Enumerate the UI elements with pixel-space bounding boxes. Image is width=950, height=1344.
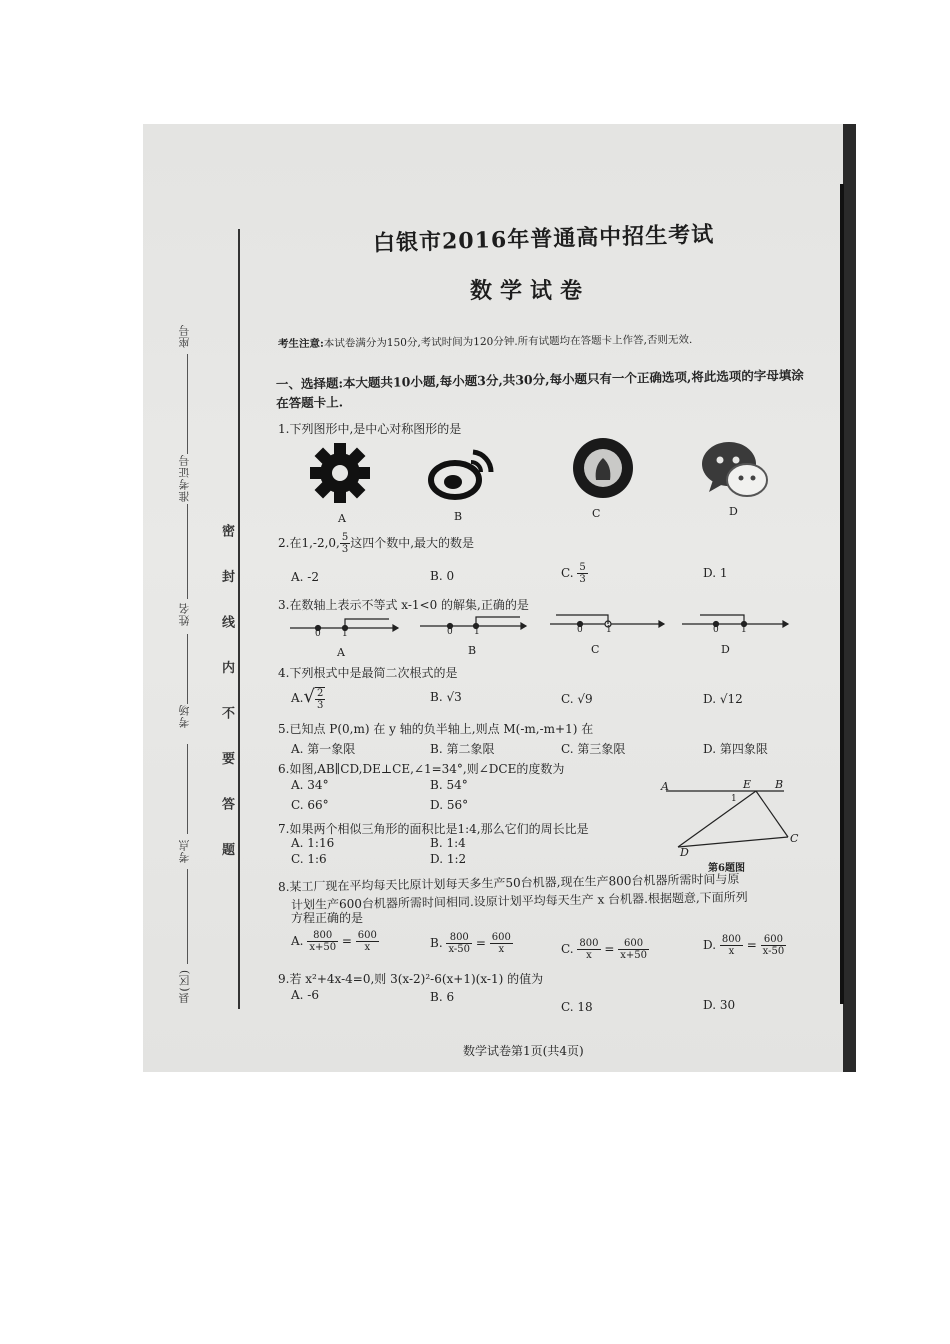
q8-d-rhs-den: x-50 (762, 946, 785, 957)
q8-b-lhs-den: x-50 (448, 944, 471, 955)
q1-stem: 1.下列图形中,是中心对称图形的是 (278, 422, 462, 436)
q8-stem-2: 计划生产600台机器所需时间相同.设原计划平均每天生产 x 台机器.根据题意,下面所列 (290, 890, 748, 912)
q3-c-tick0: 0 (577, 625, 583, 635)
q8-c-letter: C. (561, 942, 574, 956)
q3-label-d: D (721, 643, 730, 656)
q2-fraction (340, 532, 350, 555)
q9-option-a: A. -6 (291, 988, 319, 1002)
q8-c-lhs (577, 938, 600, 961)
q6-option-d: D. 56° (430, 798, 469, 812)
q5-stem: 5.已知点 P(0,m) 在 y 轴的负半轴上,则点 M(-m,-m+1) 在 (278, 722, 594, 736)
notice-text: 本试卷满分为150分,考试时间为120分钟.所有试题均在答题卡上作答,否则无效. (323, 333, 693, 350)
q8-option-a (291, 930, 379, 953)
q8-a-letter: A. (291, 934, 304, 948)
q8-stem-3: 方程正确的是 (291, 911, 364, 925)
q4-option-c: C. √9 (561, 692, 593, 706)
q2-stem (278, 532, 474, 555)
q8-d-lhs-den: x (728, 946, 735, 957)
q9-option-b: B. 6 (430, 990, 455, 1004)
q6-option-b: B. 54° (430, 778, 468, 792)
ticket-field (177, 454, 193, 502)
name-field (177, 602, 193, 626)
q2-option-d: D. 1 (703, 566, 728, 580)
name-label: 姓名 (178, 602, 191, 626)
binding-line (238, 229, 240, 1009)
q1-label-a: A (338, 512, 346, 525)
exam-title: 白银市2016年普通高中招生考试 (372, 221, 715, 257)
q3-label-a: A (337, 646, 345, 659)
q8-b-lhs (446, 932, 472, 955)
q6-option-c: C. 66° (291, 798, 329, 812)
q8-c-lhs-num: 800 (579, 938, 599, 949)
q8-d-lhs-num: 800 (721, 934, 741, 945)
q6-point-e: E (743, 778, 752, 791)
room-underline (187, 744, 189, 834)
notice-label: 考生注意: (277, 337, 324, 351)
q2-option-c-frac (577, 562, 587, 585)
seat-field (177, 324, 193, 348)
exam-paper (143, 124, 843, 1072)
name-underline (187, 634, 189, 704)
q6-point-d: D (680, 846, 689, 859)
q3-d-tick1: 1 (741, 625, 747, 635)
county-field (177, 969, 193, 1004)
q5-option-c: C. 第三象限 (561, 742, 626, 756)
q8-a-lhs-num: 800 (307, 930, 338, 942)
q8-option-b (430, 932, 513, 955)
q4-a-num: 2 (316, 687, 324, 699)
q8-a-lhs-den: x+50 (309, 942, 337, 953)
q7-stem: 7.如果两个相似三角形的面积比是1:4,那么它们的周长比是 (278, 822, 589, 836)
q2-stem-b: 这四个数中,最大的数是 (350, 536, 475, 550)
section-title: 一、选择题:本大题共10小题,每小题3分,共30分,每小题只有一个正确选项,将此选项的字母填涂在答题卡上. (275, 367, 804, 411)
q6-angle-1: 1 (731, 794, 737, 804)
q4-a-den: 3 (316, 699, 324, 711)
q8-b-rhs-den: x (498, 944, 505, 955)
next-page-edge (840, 184, 844, 1004)
seat-underline (187, 354, 189, 454)
ticket-underline (187, 504, 189, 599)
q2-frac-num: 5 (341, 532, 349, 543)
q6-stem: 6.如图,AB∥CD,DE⊥CE,∠1=34°,则∠DCE的度数为 (278, 762, 565, 776)
q3-a-tick0: 0 (315, 629, 321, 639)
exam-notice (278, 332, 692, 351)
q3-c-tick1: 1 (606, 625, 612, 635)
q8-d-lhs (720, 934, 743, 957)
qq-icon (571, 436, 635, 504)
q2-c-num: 5 (579, 562, 586, 573)
q5-option-a: A. 第一象限 (291, 742, 356, 756)
q8-a-rhs-den: x (364, 942, 371, 953)
q3-b-tick0: 0 (447, 627, 453, 637)
q9-option-c: C. 18 (561, 1000, 593, 1014)
q1-label-c: C (592, 507, 601, 520)
q8-b-eq: = (475, 936, 486, 950)
q8-option-c (561, 938, 649, 961)
q8-option-d (703, 934, 786, 957)
q8-c-rhs (618, 938, 649, 961)
seal-warning: 密 封 线 内 不 要 答 题 (219, 524, 234, 870)
q2-option-b: B. 0 (430, 569, 455, 583)
ticket-label: 准考证号 (178, 454, 191, 502)
q1-label-b: B (454, 510, 463, 523)
photo-dark-edge (843, 124, 856, 1072)
q2-frac-den: 3 (341, 544, 349, 555)
q2-option-c-letter: C. (561, 566, 574, 580)
q8-c-rhs-den: x+50 (620, 950, 647, 961)
q8-stem-1: 8.某工厂现在平均每天比原计划每天多生产50台机器,现在生产800台机器所需时间与原 (277, 871, 740, 895)
q8-c-eq: = (604, 942, 615, 956)
q8-a-eq: = (341, 934, 352, 948)
q8-a-rhs-num: 600 (357, 930, 377, 941)
q3-b-tick1: 1 (474, 627, 480, 637)
q5-option-d: D. 第四象限 (703, 742, 768, 756)
q6-option-a: A. 34° (291, 778, 329, 792)
q7-option-c: C. 1:6 (291, 852, 327, 866)
q6-point-c: C (790, 832, 799, 845)
q8-b-lhs-num: 800 (446, 932, 472, 944)
q2-c-den: 3 (579, 574, 586, 585)
q9-stem: 9.若 x²+4x-4=0,则 3(x-2)²-6(x+1)(x-1) 的值为 (278, 972, 544, 986)
page-footer: 数学试卷第1页(共4页) (463, 1044, 584, 1058)
q3-stem: 3.在数轴上表示不等式 x-1<0 的解集,正确的是 (278, 598, 529, 612)
q4-option-a-letter: A. (291, 691, 304, 705)
q8-b-rhs-num: 600 (491, 932, 511, 943)
q5-option-b: B. 第二象限 (430, 742, 495, 756)
q8-c-lhs-den: x (586, 950, 592, 961)
q3-d-tick0: 0 (713, 625, 719, 635)
room-field (177, 704, 193, 728)
q6-caption: 第6题图 (708, 863, 745, 874)
seat-label: 座号 (178, 324, 191, 348)
county-label: 县(区) (178, 969, 191, 1004)
q6-point-a: A (661, 780, 669, 793)
q7-option-d: D. 1:2 (430, 852, 467, 866)
q8-c-rhs-num: 600 (618, 938, 649, 950)
photo-background (143, 124, 856, 1072)
site-underline (187, 869, 189, 964)
q8-a-rhs (356, 930, 379, 953)
room-label: 考场 (178, 704, 191, 728)
q2-option-c (561, 562, 588, 585)
q1-label-d: D (729, 505, 738, 518)
q8-d-eq: = (746, 938, 757, 952)
exam-subtitle: 数学试卷 (470, 278, 591, 304)
q8-d-rhs (761, 934, 787, 957)
site-field (177, 839, 193, 863)
wechat-icon (699, 438, 771, 504)
q2-stem-a: 2.在1,-2,0, (278, 536, 340, 550)
q8-d-rhs-num: 600 (761, 934, 787, 946)
q7-option-b: B. 1:4 (430, 836, 466, 850)
q6-point-b: B (775, 778, 784, 791)
q4-option-b: B. √3 (430, 690, 462, 704)
q4-option-a-frac (315, 687, 325, 711)
q4-option-a: A.√ $\frac{2}{3}$ (291, 686, 324, 711)
q8-b-rhs (490, 932, 513, 955)
q4-stem: 4.下列根式中是最简二次根式的是 (278, 666, 458, 680)
q9-option-d: D. 30 (703, 998, 736, 1012)
q8-b-letter: B. (430, 936, 443, 950)
site-label: 考点 (178, 839, 191, 863)
weibo-icon (427, 444, 497, 506)
q2-option-a: A. -2 (291, 570, 319, 584)
q3-a-tick1: 1 (342, 629, 348, 639)
q4-option-d: D. √12 (703, 692, 743, 706)
q3-label-b: B (468, 644, 477, 657)
q8-a-lhs (307, 930, 338, 953)
gear-icon (309, 442, 371, 508)
q3-label-c: C (591, 643, 600, 656)
q7-option-a: A. 1:16 (291, 836, 335, 850)
q3-number-lines (288, 612, 848, 652)
q8-d-letter: D. (703, 938, 717, 952)
